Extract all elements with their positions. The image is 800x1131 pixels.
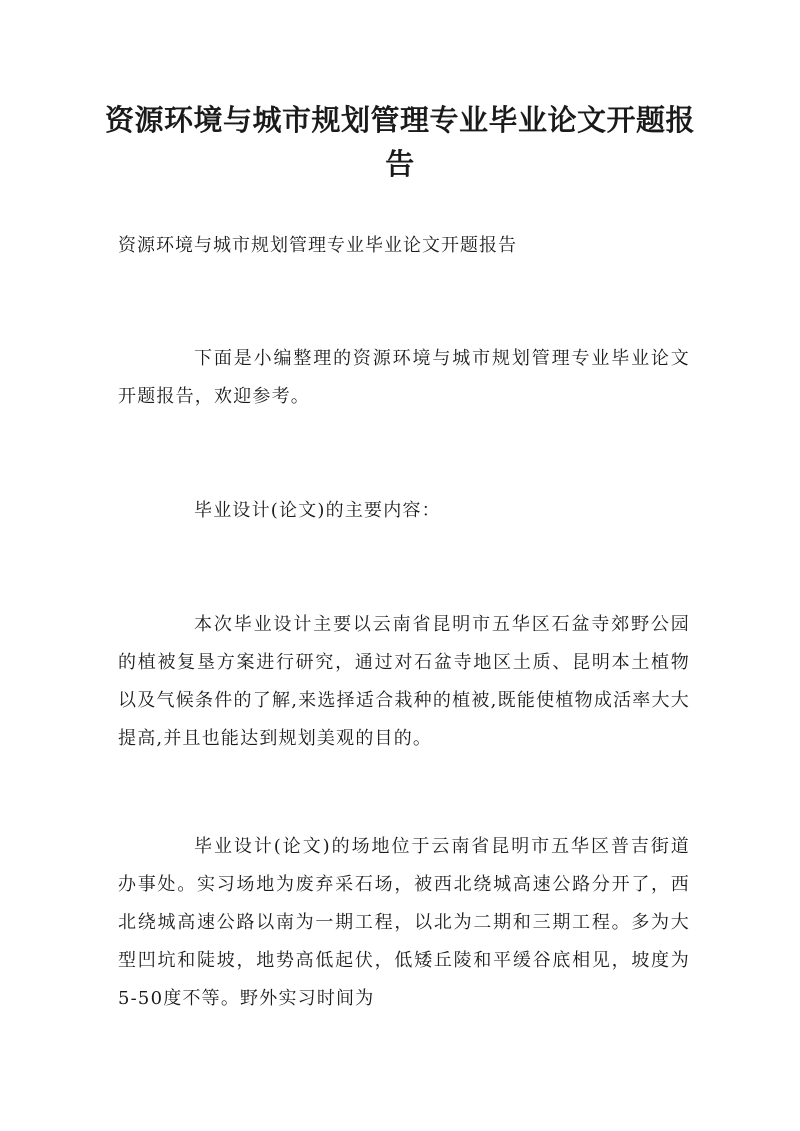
document-subtitle: 资源环境与城市规划管理专业毕业论文开题报告 [118,235,517,256]
document-title: 资源环境与城市规划管理专业毕业论文开题报告 [104,103,695,181]
paragraph-site-description: 毕业设计(论文)的场地位于云南省昆明市五华区普吉街道办事处。实习场地为废弃采石场，被西北绕城高速公路分开了，西北绕城高速公路以南为一期工程，以北为二期和三期工程。多为大型凹坑和陡坡，地势高低起伏，低矮丘陵和平缓谷底相见，坡度为5-50度不等。野外实习时间为 [118,836,690,1009]
paragraph-heading-main-content: 毕业设计(论文)的主要内容： [194,500,441,521]
paragraph-main-content: 本次毕业设计主要以云南省昆明市五华区石盆寺郊野公园的植被复垦方案进行研究，通过对石盆寺地区土质、昆明本土植物以及气候条件的了解,来选择适合栽种的植被,既能使植物成活率大大提高,并且也能达到规划美观的目的。 [118,614,690,749]
paragraph-intro: 下面是小编整理的资源环境与城市规划管理专业毕业论文开题报告，欢迎参考。 [118,348,690,407]
